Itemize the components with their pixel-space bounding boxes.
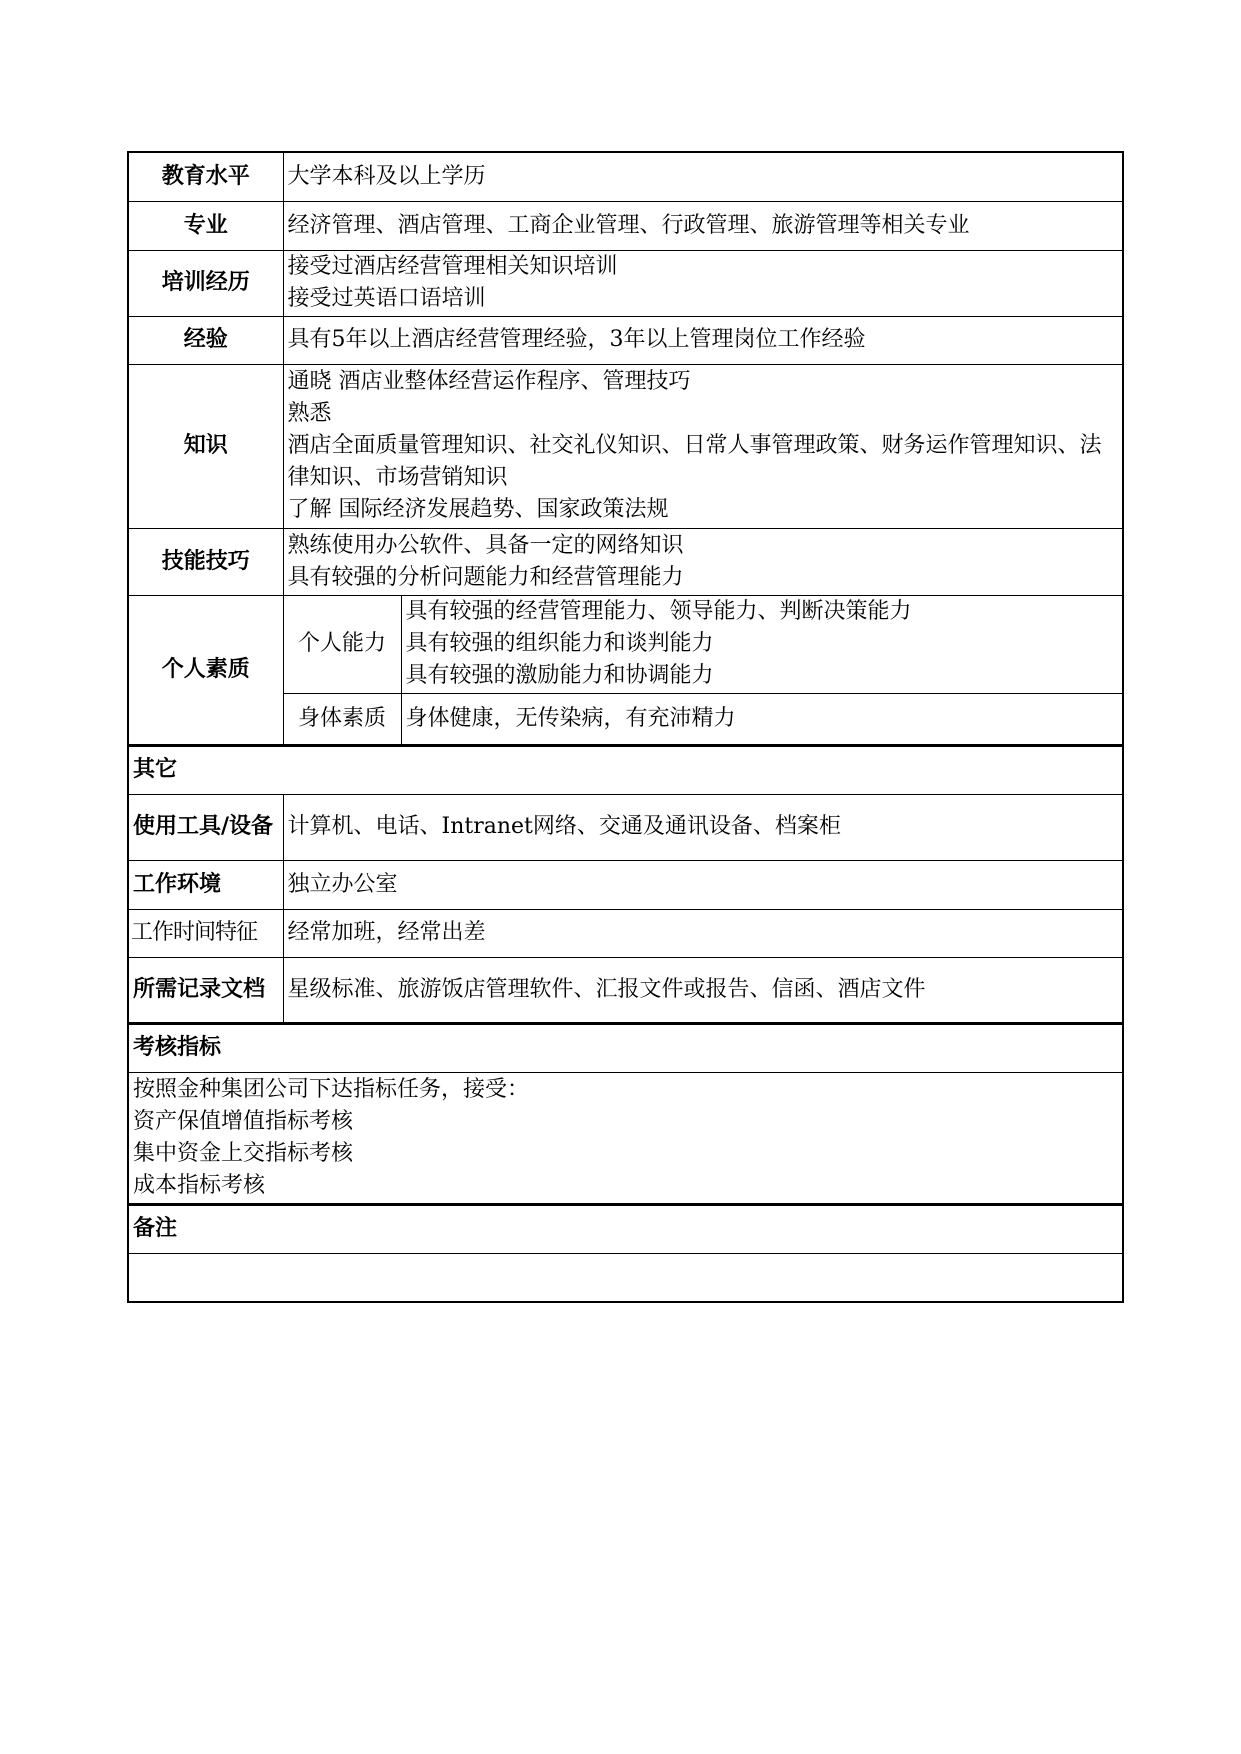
assessment-line: 按照金种集团公司下达指标任务，接受： [133, 1076, 530, 1102]
knowledge-value [283, 364, 1123, 528]
assessment-line: 资产保值增值指标考核 [133, 1108, 354, 1134]
row-remarks-title [128, 1204, 1123, 1253]
environment-label: 工作环境 [128, 860, 283, 909]
experience-label: 经验 [128, 316, 283, 364]
major-label: 专业 [128, 201, 283, 250]
ability-value [401, 595, 1123, 693]
row-work-time [128, 909, 1123, 957]
skills-line: 具有较强的分析问题能力和经营管理能力 [287, 564, 684, 590]
ability-line: 具有较强的激励能力和协调能力 [405, 663, 714, 688]
documents-label: 所需记录文档 [128, 957, 283, 1023]
other-section-title: 其它 [128, 745, 1123, 794]
knowledge-label: 知识 [128, 364, 283, 528]
assessment-line: 成本指标考核 [133, 1172, 266, 1198]
skills-value [283, 528, 1123, 595]
row-skills [128, 528, 1123, 595]
knowledge-line: 通晓 酒店业整体经营运作程序、管理技巧 [287, 369, 691, 394]
assessment-line: 集中资金上交指标考核 [133, 1140, 354, 1166]
row-remarks-body [128, 1253, 1123, 1302]
row-other-title [128, 745, 1123, 794]
knowledge-line: 了解 国际经济发展趋势、国家政策法规 [287, 497, 669, 522]
assessment-value [128, 1072, 1123, 1204]
requirements-table [127, 151, 1124, 1303]
experience-value: 具有5年以上酒店经营管理经验，3年以上管理岗位工作经验 [283, 316, 1123, 364]
remarks-value [128, 1253, 1123, 1302]
skills-line: 熟练使用办公软件、具备一定的网络知识 [287, 532, 684, 558]
row-personal-ability [128, 595, 1123, 693]
row-assessment-title [128, 1023, 1123, 1072]
training-value [283, 250, 1123, 316]
row-knowledge [128, 364, 1123, 528]
row-documents [128, 957, 1123, 1023]
ability-line: 具有较强的经营管理能力、领导能力、判断决策能力 [405, 599, 912, 624]
personal-label: 个人素质 [128, 595, 283, 745]
training-label: 培训经历 [128, 250, 283, 316]
education-label: 教育水平 [128, 152, 283, 201]
tools-value: 计算机、电话、Intranet网络、交通及通讯设备、档案柜 [283, 794, 1123, 860]
row-environment [128, 860, 1123, 909]
education-value: 大学本科及以上学历 [283, 152, 1123, 201]
job-requirements-sheet [127, 151, 1122, 1303]
knowledge-line: 熟悉 [287, 401, 332, 426]
training-line: 接受过英语口语培训 [287, 286, 486, 311]
row-assessment-body [128, 1072, 1123, 1204]
row-experience [128, 316, 1123, 364]
physical-value: 身体健康，无传染病，有充沛精力 [401, 693, 1123, 745]
knowledge-line: 酒店全面质量管理知识、社交礼仪知识、日常人事管理政策、财务运作管理知识、法律知识、市场营销知识 [287, 433, 1102, 490]
documents-value: 星级标准、旅游饭店管理软件、汇报文件或报告、信函、酒店文件 [283, 957, 1123, 1023]
work-time-label: 工作时间特征 [128, 909, 283, 957]
major-value: 经济管理、酒店管理、工商企业管理、行政管理、旅游管理等相关专业 [283, 201, 1123, 250]
work-time-value: 经常加班，经常出差 [283, 909, 1123, 957]
row-education [128, 152, 1123, 201]
skills-label: 技能技巧 [128, 528, 283, 595]
ability-label: 个人能力 [283, 595, 401, 693]
training-line: 接受过酒店经营管理相关知识培训 [287, 254, 618, 279]
ability-line: 具有较强的组织能力和谈判能力 [405, 631, 714, 656]
row-major [128, 201, 1123, 250]
environment-value: 独立办公室 [283, 860, 1123, 909]
assessment-section-title: 考核指标 [128, 1023, 1123, 1072]
row-training [128, 250, 1123, 316]
remarks-section-title: 备注 [128, 1204, 1123, 1253]
row-tools [128, 794, 1123, 860]
tools-label: 使用工具/设备 [128, 794, 283, 860]
physical-label: 身体素质 [283, 693, 401, 745]
